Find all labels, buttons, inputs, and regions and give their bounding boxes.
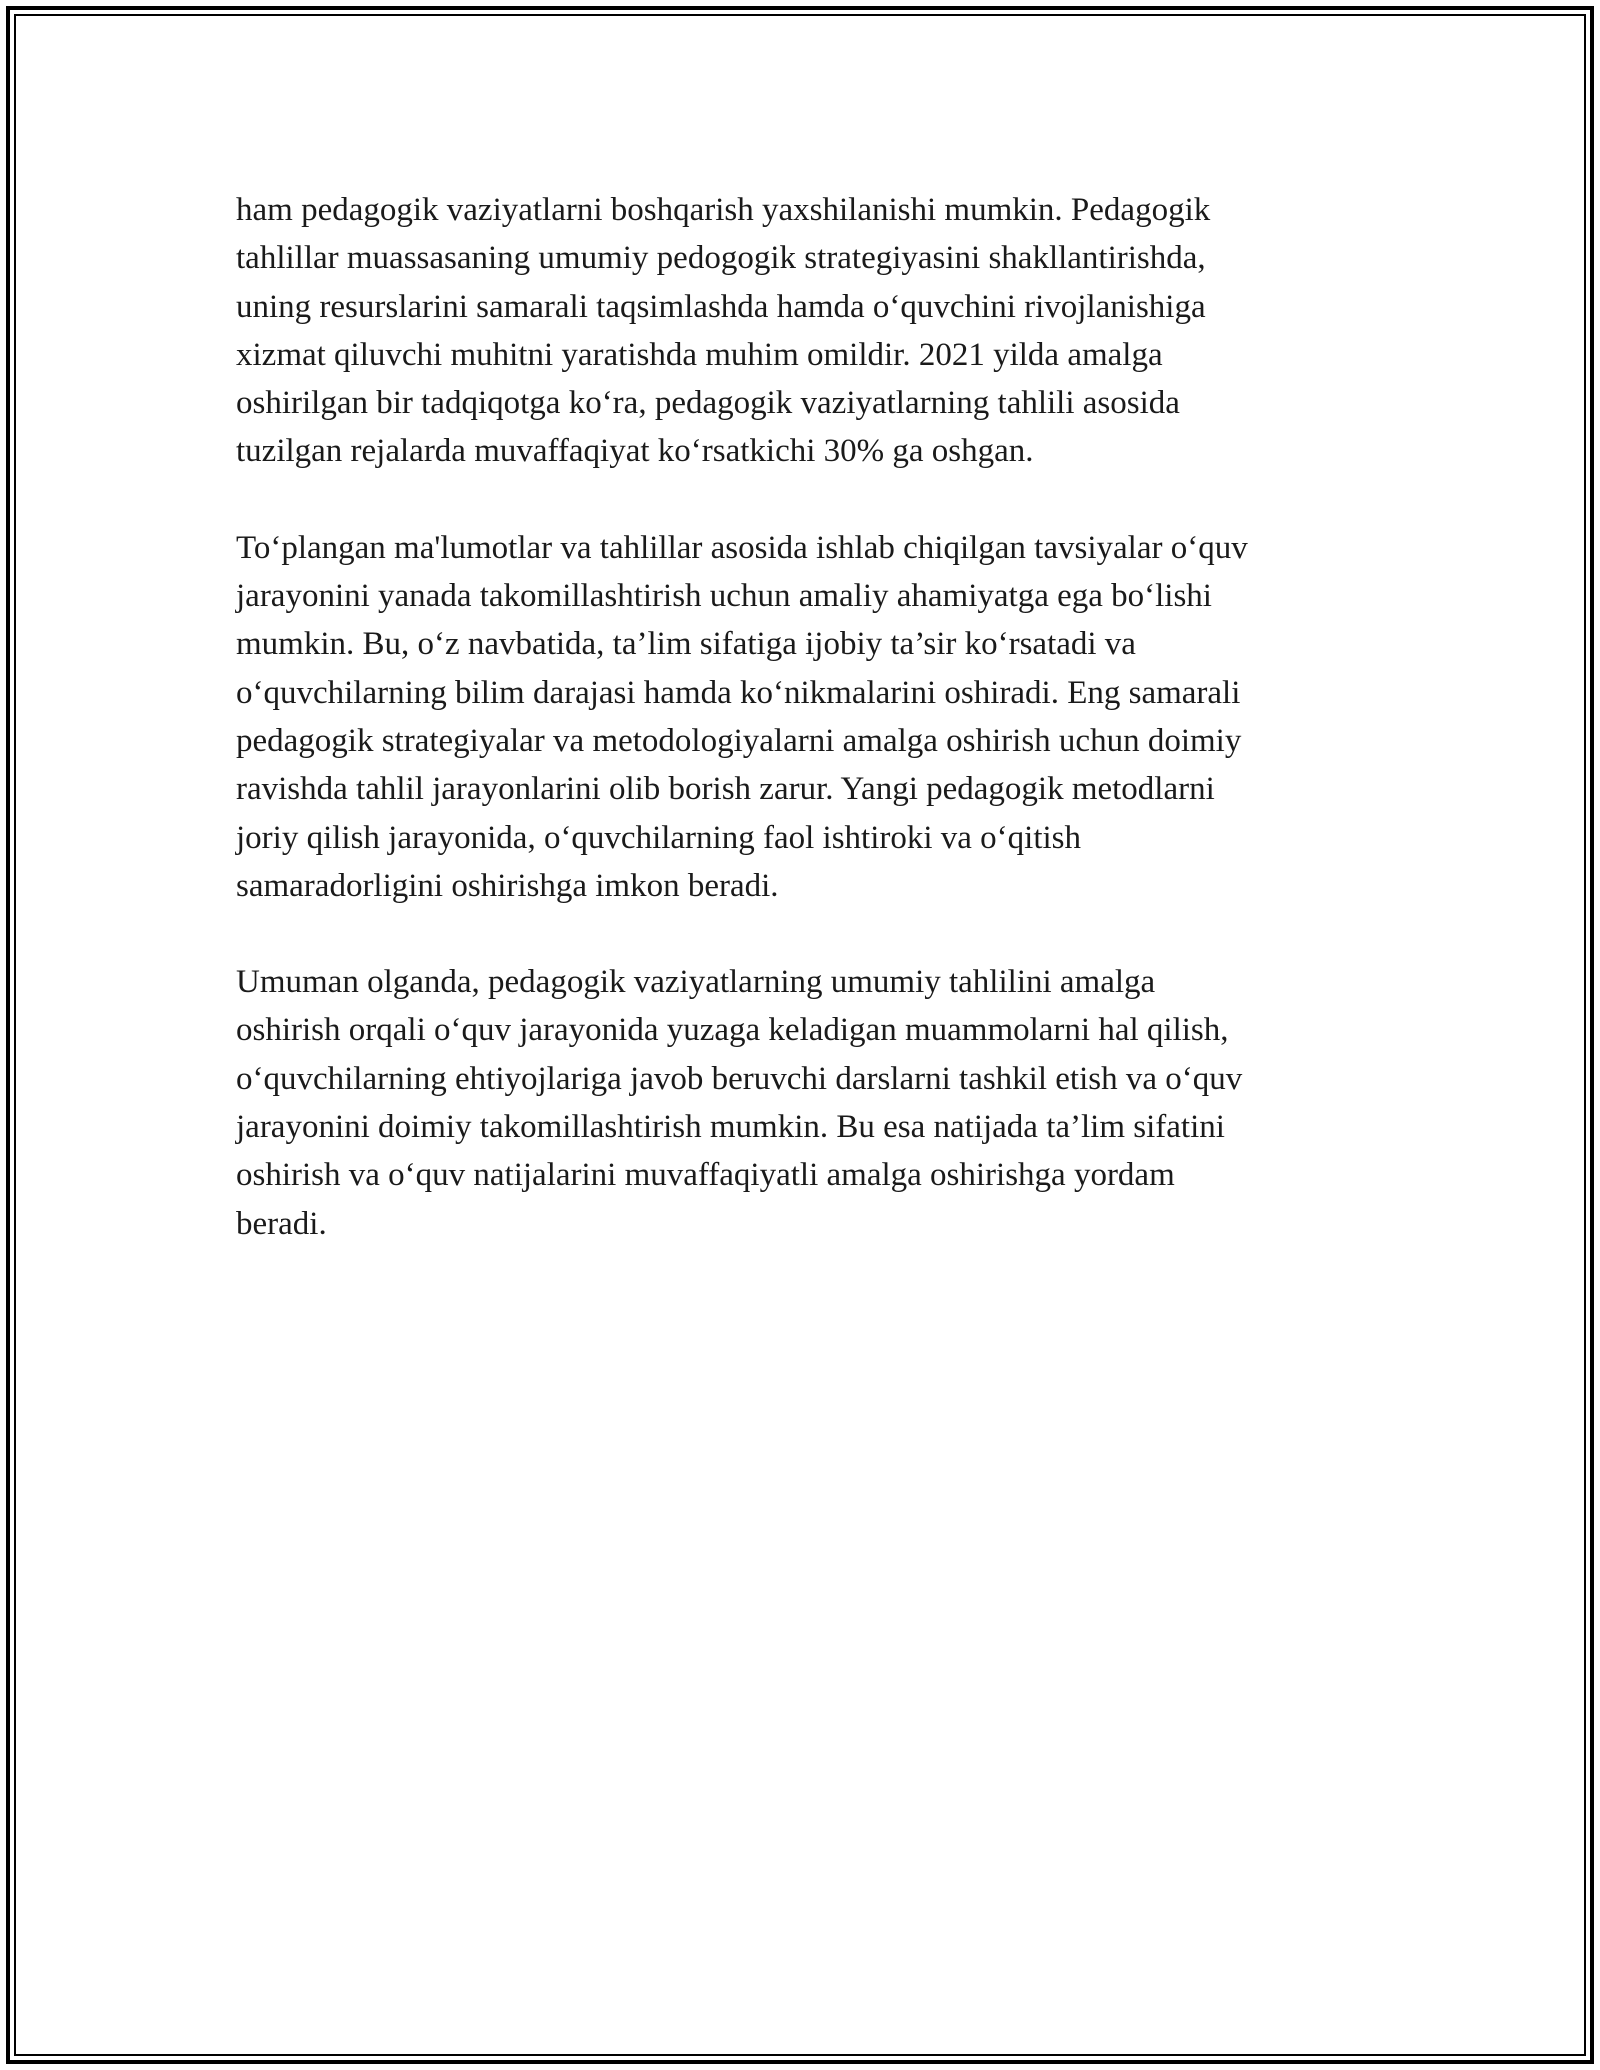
text-line: ham pedagogik vaziyatlarni boshqarish yaxshilanishi mumkin. Pedagogik [236,192,1211,228]
text-line: o‘quvchilarning bilim darajasi hamda ko‘nikmalarini oshiradi. Eng samarali [236,674,1241,711]
text-line: oshirilgan bir tadqiqotga ko‘ra, pedagogik vaziyatlarning tahlili asosida [236,385,1180,422]
text-line: xizmat qiluvchi muhitni yaratishda muhim omildir. 2021 yilda amalga [236,336,1163,373]
text-line: jarayonini yanada takomillashtirish uchun amaliy ahamiyatga ega bo‘lishi [236,578,1212,615]
text-line: beradi. [236,1205,327,1242]
text-line: samaradorligini oshirishga imkon beradi. [236,867,779,904]
text-line: mumkin. Bu, o‘z navbatida, ta’lim sifatiga ijobiy ta’sir ko‘rsatadi va [236,626,1136,663]
text-line: joriy qilish jarayonida, o‘quvchilarning faol ishtiroki va o‘qitish [236,819,1082,856]
text-line: o‘quvchilarning ehtiyojlariga javob beruvchi darslarni tashkil etish va o‘quv [236,1060,1243,1097]
text-line: To‘plangan ma'lumotlar va tahlillar asosida ishlab chiqilgan tavsiyalar o‘quv [236,529,1248,566]
text-line: tahlillar muassasaning umumiy pedogogik strategiyasini shakllantirishda, [236,240,1206,277]
text-line: ravishda tahlil jarayonlarini olib borish zarur. Yangi pedagogik metodlarni [236,771,1215,808]
text-line: oshirish va o‘quv natijalarini muvaffaqiyatli amalga oshirishga yordam [236,1157,1175,1194]
document-body [236,186,1376,1296]
text-line: oshirish orqali o‘quv jarayonida yuzaga keladigan muammolarni hal qilish, [236,1012,1229,1049]
text-line: jarayonini doimiy takomillashtirish mumkin. Bu esa natijada ta’lim sifatini [236,1109,1225,1146]
text-line: uning resurslarini samarali taqsimlashda hamda o‘quvchini rivojlanishiga [236,288,1206,325]
paragraph-1 [236,186,1376,476]
text-line: Umuman olganda, pedagogik vaziyatlarning umumiy tahlilini amalga [236,964,1156,1001]
text-line: pedagogik strategiyalar va metodologiyalarni amalga oshirish uchun doimiy [236,722,1242,759]
text-line: tuzilgan rejalarda muvaffaqiyat ko‘rsatkichi 30% ga oshgan. [236,433,1034,470]
paragraph-2 [236,524,1376,910]
paragraph-3 [236,958,1376,1248]
